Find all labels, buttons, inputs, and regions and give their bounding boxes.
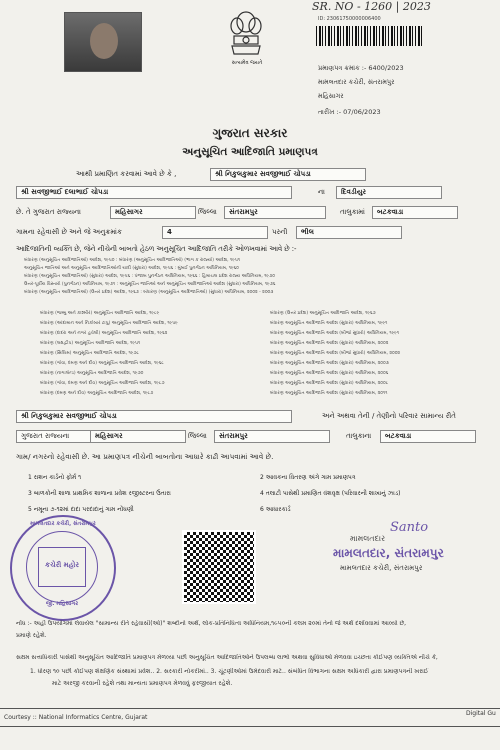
basis-item: 1 રાશન કાર્ડનો ફોર્મ ૧ — [28, 474, 82, 481]
right-list-item: બંધારણ અનુસૂચિત આદિજાતિ આદેશ (સુધારા) અધિનિયમ, ૨૦૧૧ — [270, 391, 388, 396]
issue-date: તારીખ :- 07/06/2023 — [318, 108, 381, 116]
seal-bottom-text: જી. મહિસાગર — [45, 601, 79, 607]
handwritten-serial: SR. NO - 1260 | 2023 — [312, 0, 431, 13]
recognition-text: આદિજાતિની વ્યક્તિ છે, જેને નીચેની બાબતો હેઠળ અનુસૂચિત આદિજાતિ તરીકે ઓળખવામાં આવે છે :- — [16, 245, 297, 253]
district-label-2: જિલ્લા — [188, 432, 207, 440]
seal-top-text: મામલતદાર કચેરી, સંતરામપુર — [30, 521, 96, 527]
schedule-after-label: પરની — [272, 228, 288, 236]
legal-ref: અનુસૂચિત જાતિઓ અને અનુસૂચિત આદિજાતિઓની યાદી (સુધારા) આદેશ, ૧૯૫૬ : મુંબઈ પુનર્ગઠન અધિનિયમ, ૧૯૬૦ — [24, 266, 239, 271]
issuing-district: મહિસાગર — [318, 92, 344, 100]
certificate-title: અનુસૂચિત આદિજાતિ પ્રમાણપત્ર — [182, 146, 318, 158]
district-field-2: મહિસાગર — [90, 430, 186, 443]
note-definition: નોંધ :- અહીં ઉપયોગમાં લેવાયેલ "સામાન્ય રીતે રહેવાસી(ઓ)" શબ્દોનો અર્થ, લોક-પ્રતિનિધિત્વ અધિનિયમ,૧૯૫૦ની કલમ ૨૦માં તેનો જે અર્થ દર્શાવવામાં આવ્યો છે, — [16, 620, 407, 627]
na-label: ના — [318, 188, 325, 196]
right-list-item: બંધારણ (ઉત્તર પ્રદેશ) અનુસૂચિત આદિજાતિ આદેશ, ૧૯૬૭ — [270, 311, 376, 316]
village3-field: બટકવાડા — [380, 430, 476, 443]
left-list-item: બંધારણ (લક્ષદ્વીપ) અનુસૂચિત આદિજાતિ આદેશ, ૧૯૫૧ — [40, 341, 141, 346]
note-definition-cont: પ્રમાણે રહેશે. — [16, 632, 47, 639]
taluka-label-2: તાલુકાના — [346, 432, 372, 440]
parent-name-field: શ્રી સવજીભાઈ દલાભાઈ ચોપડા — [16, 186, 292, 199]
applicant-name-field-2: શ્રી નિકુલકુમાર સવજીભાઈ ચોપડા — [16, 410, 292, 423]
taluka-field: સંતરામપુર — [224, 206, 326, 219]
village-field: દિવડીયુર — [336, 186, 442, 199]
legal-ref: બંધારણ (અનુસૂચિત આદિજાતિઓ) (ઉત્તર પ્રદેશ) આદેશ, ૧૯૬૭ : બંધારણ (અનુસૂચિત આદિજાતિઓ) (સુધારા) અધિનિયમ, ૨૦૦૨ - ૨૦૦૩ — [24, 290, 274, 295]
certificate-number: પ્રમાણપત્ર ક્રમાંક :- 6400/2023 — [318, 64, 404, 72]
right-list-item: બંધારણ અનુસૂચિત આદિજાતિ આદેશ (સુધારા) અધિનિયમ, ૨૦૦૬ — [270, 371, 389, 376]
right-list-item: બંધારણ અનુસૂચિત આદિજાતિ આદેશ (બીજો સુધારો) અધિનિયમ, ૧૯૯૧ — [270, 331, 400, 336]
left-list-item: બંધારણ (નાગાલેન્ડ) અનુસૂચિત આદિજાતિ આદેશ, ૧૯૭૦ — [40, 371, 144, 376]
signatory-title: મામલતદાર — [350, 534, 386, 543]
state-label-2: ગુજરાત રાજ્યના — [16, 430, 92, 443]
residence-text: ગામ/ નગરનો રહેવાસી છે. આ પ્રમાણપત્ર નીચેની બાબતોના આધારે કાઢી આપવામાં આવે છે. — [16, 452, 274, 461]
taluka-label: તાલુકામાં — [340, 208, 365, 216]
right-list-item: બંધારણ અનુસૂચિત આદિજાતિ આદેશ (બીજો સુધારો) અધિનિયમ, ૨૦૦૨ — [270, 351, 401, 356]
right-list-item: બંધારણ અનુસૂચિત આદિજાતિ આદેશ (સુધારા) અધિનિયમ, ૧૯૯૧ — [270, 321, 388, 326]
note-cases: 1. ધોરણ ૧૦ પછી કોઈપણ શૈક્ષણિક સંસ્થામાં પ્રવેશ.. 2. સરકારી નોકરીમાં.. 3. ચૂંટણીઓમાં ઉમેદવારી માટે.. સંબંધિત વિભાગના સક્ષમ અધિકારી દ્વારા પ્રમાણપત્રની ખરાઈ — [30, 668, 429, 675]
left-list-item: બંધારણ (દમણ અને દીવ) અનુસૂચિત આદિજાતિ આદેશ, ૧૯૮૭ — [40, 391, 154, 396]
footer-courtesy: Courtesy :: National Informatics Centre, Gujarat — [4, 714, 148, 721]
basis-item: 2 આવકના વિતરણ અંગે ગામ પ્રમાણપત્ર — [260, 474, 356, 481]
legal-ref: બંધારણ (અનુસૂચિત આદિજાતિઓ) આદેશ, ૧૯૫૦ : બંધારણ (અનુસૂચિત આદિજાતિઓ) (ભાગ ક રાજ્યો) આદેશ, ૧૯૫૧ — [24, 258, 241, 263]
note-validation: માટે અરજી કરવાની રહેશે તથા માન્યતા પ્રમાણપત્ર મેળવવું ફરજીયાત રહેશે. — [52, 680, 233, 687]
legal-ref: બંધારણ (અનુસૂચિત આદિજાતિઓ) (સુધારા) આદેશ, ૧૯૫૬ : પંજાબ પુનર્ગઠન અધિનિયમ, ૧૯૬૬ : હિમાચલ પ્રદેશ રાજ્ય અધિનિયમ, ૧૯૭૦ — [24, 274, 275, 279]
right-list-item: બંધારણ અનુસૂચિત આદિજાતિ આદેશ (સુધારા) અધિનિયમ, ૨૦૦૮ — [270, 381, 389, 386]
taluka-field-2: સંતરામપુર — [214, 430, 330, 443]
left-list-item: બંધારણ (સિક્કિમ) અનુસૂચિત આદિજાતિ આદેશ, ૧૯૭૮ — [40, 351, 139, 356]
signatory-stamp: મામલતદાર, સંતરામપુર — [333, 546, 444, 560]
district-field: મહિસાગર — [110, 206, 196, 219]
issuing-office: મામલતદાર કચેરી, સંતરામપુર — [318, 78, 395, 86]
state-label: છે. તે ગુજરાત રાજ્યના — [16, 208, 81, 216]
family-label: અને અથવા તેની / તેણીનો પરિવાર સામાન્ય રીતે — [322, 412, 456, 420]
signature-scribble: Santo — [390, 520, 429, 535]
left-list-item: બંધારણ (ગોવા, દમણ અને દીવ) અનુસૂચિત આદિજાતિ આદેશ, ૧૯૬૮ — [40, 361, 164, 366]
footer-digital: Digital Gu — [466, 710, 496, 717]
tribe-field: ભીલ — [296, 226, 402, 239]
left-list-item: બંધારણ (ગોવા, દમણ અને દીવ) અનુસૂચિત આદિજાતિ આદેશ, ૧૯૮૭ — [40, 381, 165, 386]
district-label: જિલ્લા — [198, 208, 217, 216]
applicant-name-field: શ્રી નિકુલકુમાર સવજીભાઈ ચોપડા — [210, 168, 366, 181]
national-emblem-icon — [226, 8, 266, 60]
footer-divider-bottom — [0, 726, 500, 727]
footer-divider — [0, 708, 500, 709]
basis-item: 5 નમૂના ૭-૧૨માં દાદા પરદાદાનું ગામ નોંધણી — [28, 506, 134, 513]
right-list-item: બંધારણ અનુસૂચિત આદિજાતિ આદેશ (સુધારા) અધિનિયમ, ૨૦૦૨ — [270, 341, 389, 346]
government-title: ગુજરાત સરકાર — [212, 126, 288, 140]
barcode — [316, 26, 422, 46]
qr-code — [182, 530, 256, 604]
document-id: ID: 23061750000006400 — [318, 16, 381, 22]
office-seal — [10, 515, 116, 621]
schedule-number-field: 4 — [162, 226, 268, 239]
note-instructions: સક્ષમ સત્તાધિકારી પાસેથી અનુસૂચિત આદિજાતિ પ્રમાણપત્ર મેળવ્યા પછી અનુસૂચિત આદિજાતિઓને ઉપલબ્ધ લાભો અથવા સુવિધાઓ મેળવવા ઇચ્છતા કોઈપણ વ્યક્તિએ નીચે કે, — [16, 654, 438, 661]
right-list-item: બંધારણ અનુસૂચિત આદિજાતિ આદેશ (સુધારા) અધિનિયમ, ૨૦૦૩ — [270, 361, 389, 366]
legal-ref: ઉત્તર-પૂર્વીય વિસ્તારો (પુનર્ગઠન) અધિનિયમ, ૧૯૭૧ : અનુસૂચિત જાતિઓ અને અનુસૂચિત આદિજાતિઓ આદેશ (સુધારા) અધિનિયમ, ૧૯૭૬ — [24, 282, 276, 287]
applicant-photo — [64, 12, 142, 72]
emblem-caption: સત્યમેવ જયતે — [231, 60, 263, 66]
basis-item: 3 બાળકોની શાળા પ્રાથમિક શાળાના પ્રવેશ રજીસ્ટરના ઉતારા — [28, 490, 171, 497]
village2-field: બટકવાડા — [372, 206, 458, 219]
face — [90, 23, 118, 59]
basis-item: 6 આધારકાર્ડ — [260, 506, 291, 513]
left-list-item: બંધારણ (દાદરા અને નગર હવેલી) અનુસૂચિત આદિજાતિ આદેશ, ૧૯૬૨ — [40, 331, 168, 336]
signatory-office: મામલતદાર કચેરી, સંતરામપુર — [340, 564, 423, 572]
basis-item: 4 તલાટી પાસેથી પ્રમાણિત વંશવૃક્ષ (પરિવારની શાખાનું ઝાડ) — [260, 490, 401, 497]
schedule-label: ગામના રહેવાસી છે અને જે અનુક્રમાંક — [16, 228, 122, 236]
intro-text: આથી પ્રમાણિત કરવામાં આવે છે કે , — [76, 170, 177, 178]
seal-center-text: કચેરી મહોર — [45, 561, 79, 569]
left-list-item: બંધારણ (જમ્મુ અને કાશ્મીર) અનુસૂચિત આદિજાતિ આદેશ, ૧૯૮૯ — [40, 311, 160, 316]
left-list-item: બંધારણ (આંદામાન અને નિકોબાર ટાપુ) અનુસૂચિત આદિજાતિ આદેશ, ૧૯૫૯ — [40, 321, 178, 326]
